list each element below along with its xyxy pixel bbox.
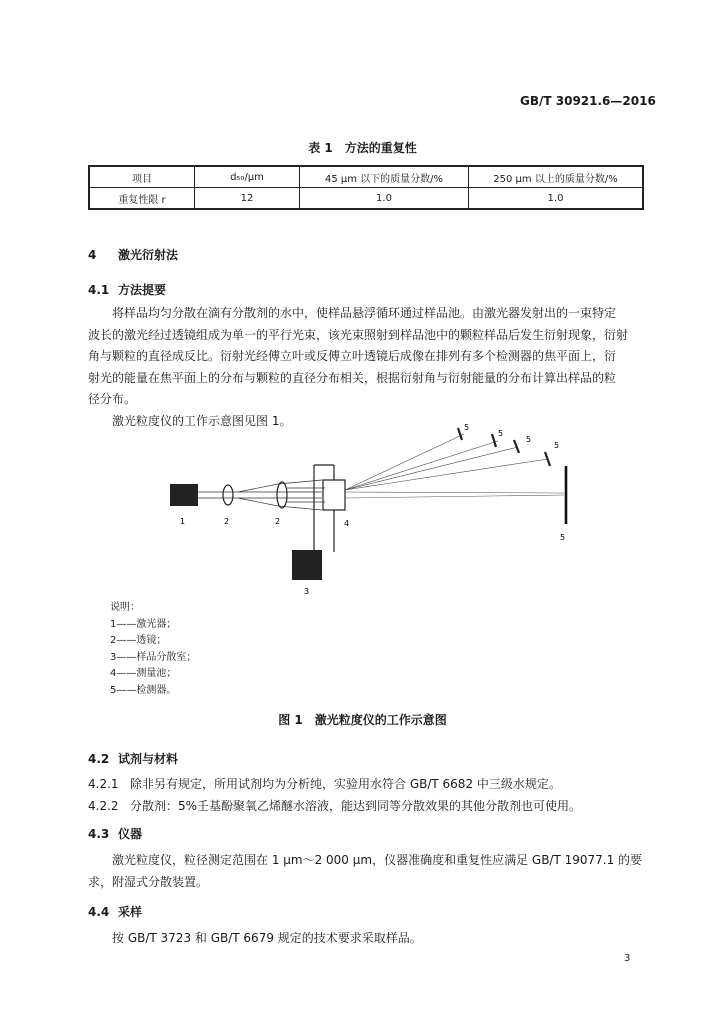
- legend-item: 4——测量池；: [110, 668, 177, 679]
- section-number: 4.3: [88, 827, 110, 841]
- detector-a: [458, 428, 462, 440]
- laser-block: [170, 484, 198, 506]
- legend-item: 2——透镜；: [110, 635, 167, 646]
- item-text: 除非另有规定，所用试剂均为分析纯，实验用水符合 GB/T 6682 中三级水规定。: [130, 777, 561, 791]
- section-4-1-heading: [88, 281, 166, 298]
- section-number: 4.1: [88, 283, 110, 297]
- label-cell: 4: [344, 519, 350, 528]
- section-title: 激光衍射法: [118, 248, 179, 262]
- repeatability-table: [88, 165, 644, 210]
- paragraph-line: 径分布。: [88, 392, 137, 406]
- paragraph-line: 按 GB/T 3723 和 GB/T 6679 规定的技术要求采取样品。: [112, 931, 422, 945]
- figure-legend: [110, 600, 196, 699]
- label-laser: 1: [180, 517, 186, 526]
- table-header-cell: 项目: [89, 166, 195, 188]
- section-number: 4: [88, 248, 97, 262]
- paragraph-line: 求，附湿式分散装置。: [88, 874, 209, 889]
- figure-reference: 激光粒度仪的工作示意图见图 1。: [112, 413, 292, 428]
- reagents-list: [88, 774, 648, 817]
- paragraph-line: 激光粒度仪，粒径测定范围在 1 μm～2 000 μm，仪器准确度和重复性应满足 GB/T 19077.1 的要: [112, 853, 643, 867]
- table-header-cell: 45 μm 以下的质量分数/%: [300, 166, 469, 188]
- label-detector-c: 5: [526, 435, 532, 444]
- legend-item: 1——激光器；: [110, 618, 177, 630]
- table-cell: 1.0: [300, 188, 469, 210]
- section-4-heading: [88, 246, 178, 263]
- label-main-detector: 5: [560, 533, 566, 542]
- lens-2: [277, 482, 287, 508]
- standard-id: GB/T 30921.6—2016: [520, 94, 656, 108]
- label-lens-b: 2: [275, 517, 281, 526]
- paragraph-line: 波长的激光经过透镜组成为单一的平行光束，该光束照射到样品池中的颗粒样品后发生衍射现象，衍射: [88, 327, 629, 342]
- label-detector-d: 5: [554, 441, 560, 450]
- page-number: 3: [624, 953, 631, 964]
- list-item: [88, 796, 648, 818]
- section-number: 4.4: [88, 905, 110, 919]
- measuring-cell: [323, 480, 345, 510]
- section-title: 方法提要: [118, 283, 167, 297]
- label-detector-a: 5: [464, 423, 470, 432]
- item-number: 4.2.2: [88, 798, 119, 813]
- legend-title: 说明：: [110, 602, 140, 613]
- table-row: [89, 188, 643, 210]
- paragraph-line: 角与颗粒的直径成反比。衍射光经傅立叶或反傅立叶透镜后成像在排列有多个检测器的焦平面上，衍: [88, 349, 617, 363]
- table-cell: 1.0: [469, 188, 644, 210]
- laser-diffraction-diagram: [150, 420, 590, 600]
- item-number: 4.2.1: [88, 777, 119, 791]
- figure-caption: 图 1 激光粒度仪的工作示意图: [278, 713, 447, 727]
- item-text: 分散剂：5%壬基酚聚氧乙烯醚水溶液，能达到同等分散效果的其他分散剂也可使用。: [130, 798, 582, 813]
- table-caption: 表 1 方法的重复性: [308, 141, 417, 155]
- section-number: 4.2: [88, 752, 110, 766]
- legend-item: 5——检测器。: [110, 684, 177, 696]
- list-item: [88, 774, 648, 796]
- detector-c: [514, 440, 519, 453]
- lens-1: [223, 485, 233, 505]
- sampling-paragraph: [88, 928, 648, 950]
- section-title: 仪器: [118, 827, 143, 841]
- table-header-cell: 250 μm 以上的质量分数/%: [469, 166, 644, 188]
- detector-b: [492, 434, 496, 447]
- label-dispersion: 3: [304, 587, 310, 596]
- table-cell: 重复性限 r: [89, 188, 195, 210]
- dispersion-chamber: [292, 550, 322, 580]
- section-4-3-heading: [88, 825, 142, 842]
- table-cell: 12: [195, 188, 300, 210]
- paragraph-line: 将样品均匀分散在滴有分散剂的水中，使样品悬浮循环通过样品池。由激光器发射出的一束特定: [112, 306, 617, 320]
- section-4-2-heading: [88, 750, 178, 767]
- paragraph-line: 射光的能量在焦平面上的分布与颗粒的直径分布相关，根据衍射角与衍射能量的分布计算出样品的粒: [88, 370, 617, 385]
- section-title: 采样: [118, 905, 143, 919]
- instrument-paragraph: [88, 850, 648, 893]
- label-detector-b: 5: [498, 429, 504, 438]
- detector-d: [545, 452, 550, 466]
- table-header-row: [89, 166, 643, 188]
- legend-item: 3——样品分散室；: [110, 651, 197, 663]
- section-title: 试剂与材料: [118, 752, 179, 766]
- table-header-cell: d₅₀/μm: [195, 166, 300, 188]
- label-lens-a: 2: [224, 517, 230, 526]
- section-4-4-heading: [88, 903, 142, 920]
- method-summary-paragraph: [88, 303, 648, 432]
